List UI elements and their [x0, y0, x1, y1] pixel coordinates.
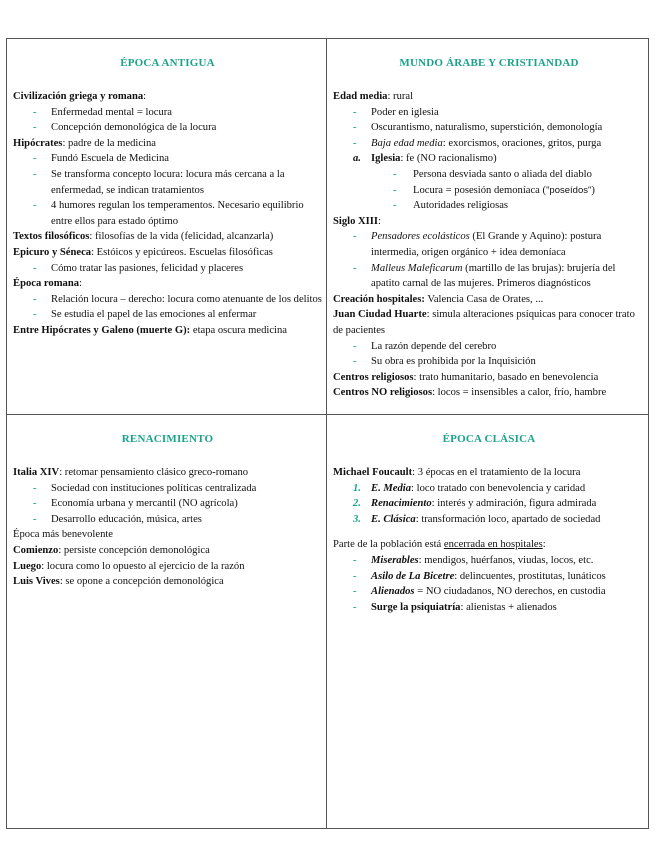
bullet-item: - Se transforma concepto locura: locura más cercana a la enfermedad, se indican tratamientos	[33, 168, 285, 196]
section-title: MUNDO ÁRABE Y CRISTIANDAD	[399, 57, 579, 69]
paragraph: Luis Vives: se opone a concepción demonológica	[13, 576, 224, 588]
paragraph: Juan Ciudad Huarte: simula alteraciones psíquicas para conocer trato de pacientes	[333, 309, 635, 336]
section-mundo-arabe	[327, 39, 649, 414]
bullet-item: - Economía urbana y mercantil (NO agrícola)	[33, 498, 238, 510]
section-epoca-clasica	[327, 415, 649, 829]
section-epoca-antigua	[7, 39, 326, 414]
spacer	[333, 527, 645, 537]
bullet-item: - Desarrollo educación, música, artes	[33, 513, 202, 525]
bullet-item: - Cómo tratar las pasiones, felicidad y placeres	[33, 262, 244, 274]
paragraph: Hipócrates: padre de la medicina	[13, 137, 156, 149]
paragraph: Michael Foucault: 3 épocas en el tratamiento de la locura	[333, 467, 581, 478]
paragraph: Comienzo: persiste concepción demonológica	[13, 544, 210, 556]
numbered-item: 3. E. Clásica: transformación loco, apartado de sociedad	[353, 513, 601, 525]
section-renacimiento	[7, 415, 326, 829]
paragraph: Textos filosóficos: filosofías de la vida (felicidad, alcanzarla)	[13, 231, 274, 243]
bullet-item: - 4 humores regulan los temperamentos. Necesario equilibrio entre ellos para estado óptimo	[33, 200, 304, 227]
bullet-item: - La razón depende del cerebro	[353, 340, 497, 352]
paragraph: Creación hospitales: Valencia Casa de Orates, ...	[333, 293, 544, 305]
bullet-item: - Fundó Escuela de Medicina	[33, 153, 169, 165]
numbered-item: 1. E. Media: loco tratado con benevolencia y caridad	[353, 482, 586, 494]
bullet-item: - Poder en iglesia	[353, 106, 439, 118]
sub-bullet-item: - Persona desviada santo o aliada del diablo	[393, 168, 592, 180]
paragraph: Luego: locura como lo opuesto al ejercicio de la razón	[13, 560, 245, 572]
lettered-item: a. Iglesia: fe (NO racionalismo)	[353, 153, 497, 165]
paragraph: Época romana:	[13, 278, 82, 290]
numbered-item: 2. Renacimiento: interés y admiración, figura admirada	[353, 498, 597, 510]
bullet-item: - Alienados = NO ciudadanos, NO derechos, en custodia	[353, 586, 606, 598]
paragraph: Centros religiosos: trato humanitario, basado en benevolencia	[333, 371, 599, 383]
paragraph: Época más benevolente	[13, 529, 114, 541]
bullet-item: - Malleus Maleficarum (martillo de las brujas): brujería del apatito carnal de las mujeres. Primeros diagnósticos	[353, 262, 616, 290]
bullet-item: - Sociedad con instituciones políticas centralizada	[33, 482, 257, 494]
bullet-item: - Se estudia el papel de las emociones al enfermar	[33, 309, 257, 321]
paragraph: Civilización griega y romana:	[13, 91, 147, 102]
section-title: ÉPOCA ANTIGUA	[120, 57, 215, 69]
bullet-item: - Asilo de La Bicetre: delincuentes, prostitutas, lunáticos	[353, 570, 606, 582]
bullet-item: - Su obra es prohibida por la Inquisición	[353, 356, 536, 368]
paragraph: Centros NO religiosos: locos = insensibles a calor, frío, hambre	[333, 387, 607, 399]
bullet-item: - Baja edad media: exorcismos, oraciones, gritos, purga	[353, 137, 602, 149]
paragraph: Epicuro y Séneca: Estóicos y epicúreos. Escuelas filosóficas	[13, 246, 273, 258]
bullet-item: - Miserables: mendigos, huérfanos, viudas, locos, etc.	[353, 554, 594, 566]
paragraph: Siglo XIII:	[333, 215, 381, 227]
sub-bullet-item: - Locura = posesión demoníaca ("poseídos")	[393, 184, 595, 196]
paragraph: Italia XIV: retomar pensamiento clásico greco-romano	[13, 467, 249, 478]
bullet-item: - Enfermedad mental = locura	[33, 106, 172, 118]
bullet-item: - Surge la psiquiatría: alienistas + alienados	[353, 601, 557, 613]
sub-bullet-item: - Autoridades religiosas	[393, 200, 509, 212]
paragraph: Parte de la población está encerrada en hospitales:	[333, 539, 546, 551]
document-grid	[6, 38, 649, 829]
bullet-item: - Concepción demonológica de la locura	[33, 122, 217, 134]
bullet-item: - Relación locura – derecho: locura como atenuante de los delitos	[33, 293, 322, 305]
section-title: RENACIMIENTO	[121, 433, 214, 445]
paragraph: Edad media: rural	[333, 91, 414, 102]
section-title: ÉPOCA CLÁSICA	[442, 433, 536, 445]
bullet-item: - Pensadores ecolásticos (El Grande y Aquino): postura intermedia, origen orgánico + idea demoníaca	[353, 231, 602, 258]
bullet-item: - Oscurantismo, naturalismo, superstición, demonología	[353, 122, 603, 134]
paragraph: Entre Hipócrates y Galeno (muerte G): etapa oscura medicina	[13, 324, 287, 336]
